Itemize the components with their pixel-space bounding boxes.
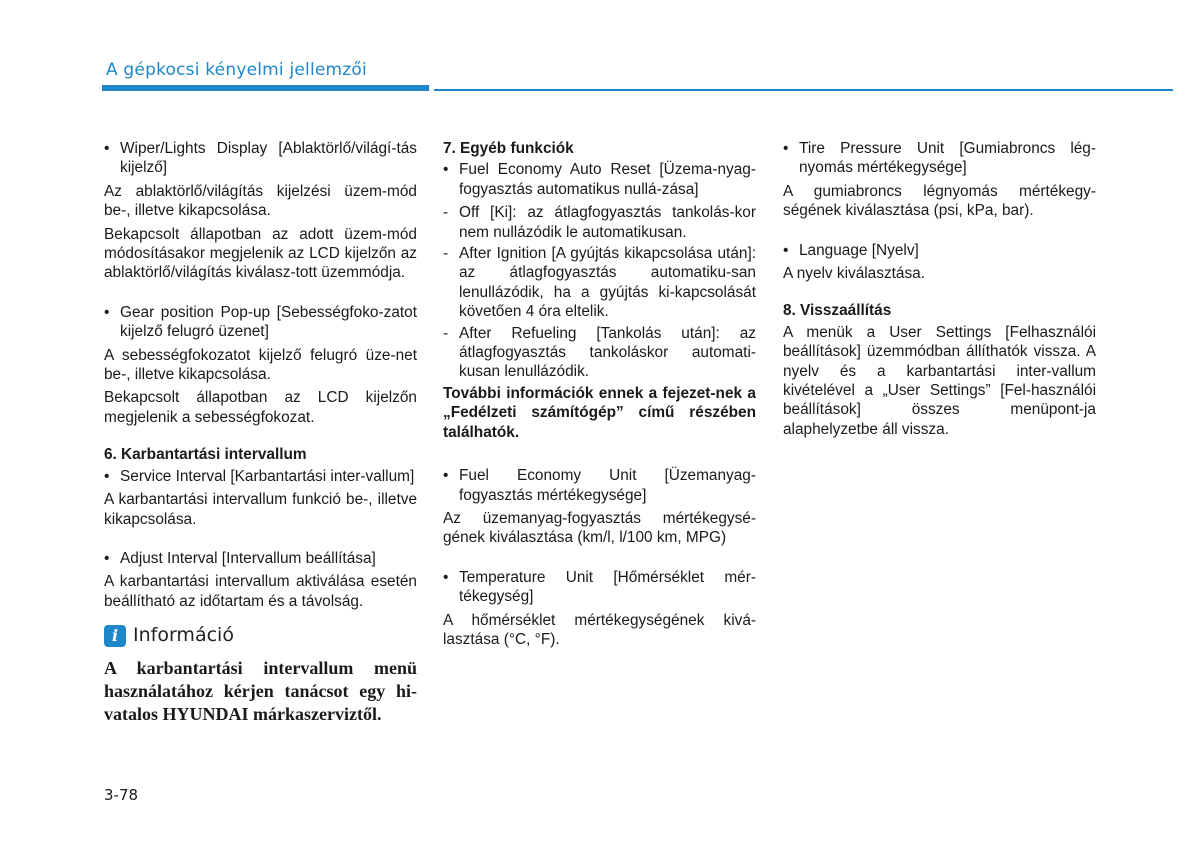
dash-mark: - xyxy=(443,324,449,342)
header-rule-thick xyxy=(102,85,429,91)
heading-text: Egyéb funkciók xyxy=(460,140,574,157)
paragraph: A karbantartási intervallum funkció be-, illetve kikapcsolása. xyxy=(104,491,417,528)
bullet-text: Tire Pressure Unit [Gumiabroncs lég-nyomás mértékegysége] xyxy=(799,140,1096,177)
bullet-item xyxy=(443,160,756,199)
paragraph: Az ablaktörlő/világítás kijelzési üzem-mód be-, illetve kikapcsolása. xyxy=(104,182,417,220)
bullet-item xyxy=(104,549,417,568)
section-heading-7 xyxy=(443,139,756,158)
info-text: A karbantartási intervallum menü használatához kérjen tanácsot egy hi-vatalos HYUNDAI márkaszerviztől. xyxy=(104,658,417,725)
bold-note: További információk ennek a fejezet-nek a „Fedélzeti számítógép” című részében találhatók. xyxy=(443,384,756,441)
bullet-item xyxy=(443,568,756,607)
bullet-mark: • xyxy=(443,161,449,179)
bullet-item xyxy=(783,241,1096,260)
paragraph: Bekapcsolt állapotban az adott üzem-mód módosításakor megjelenik az LCD kijelzőn az ablaktörlő/világítás kiválasz-tott üzemmódja. xyxy=(104,225,417,282)
bullet-mark: • xyxy=(104,303,110,321)
bullet-text: Service Interval [Karbantartási inter-vallum] xyxy=(120,467,415,485)
heading-text: Visszaállítás xyxy=(800,302,892,320)
bullet-mark: • xyxy=(104,549,110,567)
header-rule-thin xyxy=(434,89,1173,91)
dash-mark: - xyxy=(443,245,449,263)
bullet-text: Fuel Economy Auto Reset [Üzema-nyag-fogyasztás automatikus nullá-zása] xyxy=(459,161,756,198)
info-icon: i xyxy=(104,625,126,647)
dash-text: After Refueling [Tankolás után]: az átlagfogyasztás tankoláskor automati-kusan lenullázódik. xyxy=(459,324,756,381)
bullet-item xyxy=(104,467,417,486)
bullet-item xyxy=(443,466,756,505)
dash-item xyxy=(443,324,756,382)
paragraph: A nyelv kiválasztása. xyxy=(783,265,926,283)
dash-item xyxy=(443,203,756,242)
info-box-header xyxy=(104,625,417,647)
column-2 xyxy=(443,139,756,653)
bullet-text: Language [Nyelv] xyxy=(799,241,919,259)
bullet-text: Temperature Unit [Hőmérséklet mér-tékegység] xyxy=(459,568,756,606)
bullet-text: Gear position Pop-up [Sebességfoko-zatot kijelző felugró üzenet] xyxy=(120,303,417,341)
dash-text: After Ignition [A gyújtás kikapcsolása után]: az átlagfogyasztás automatiku-san lenullázódik, ha a gyújtás ki-kapcsolását követően 4 óra eltelik. xyxy=(459,245,756,321)
bullet-mark: • xyxy=(783,241,789,259)
section-heading-6 xyxy=(104,445,417,464)
bullet-text: Wiper/Lights Display [Ablaktörlő/világí-tás kijelző] xyxy=(120,140,417,177)
heading-number: 6. xyxy=(104,446,117,464)
bullet-item xyxy=(104,139,417,178)
bullet-mark: • xyxy=(783,140,789,157)
section-heading-8 xyxy=(783,301,1096,320)
dash-mark: - xyxy=(443,204,449,222)
bullet-mark: • xyxy=(104,140,110,157)
column-3 xyxy=(783,139,1096,443)
bullet-mark: • xyxy=(104,467,110,485)
heading-text: Karbantartási intervallum xyxy=(121,446,307,464)
paragraph: Az üzemanyag-fogyasztás mértékegysé-gének kiválasztása (km/l, l/100 km, MPG) xyxy=(443,509,756,547)
bullet-text: Fuel Economy Unit [Üzemanyag-fogyasztás mértékegysége] xyxy=(459,467,756,504)
column-1 xyxy=(104,139,417,730)
dash-item xyxy=(443,244,756,322)
info-title: Információ xyxy=(133,624,234,647)
bullet-item xyxy=(783,139,1096,178)
paragraph: A karbantartási intervallum aktiválása esetén beállítható az időtartam és a távolság. xyxy=(104,573,417,610)
bullet-item xyxy=(104,303,417,342)
paragraph: A gumiabroncs légnyomás mértékegy-ségének kiválasztása (psi, kPa, bar). xyxy=(783,182,1096,220)
paragraph: Bekapcsolt állapotban az LCD kijelzőn megjelenik a sebességfokozat. xyxy=(104,389,417,426)
paragraph: A hőmérséklet mértékegységének kivá-lasztása (°C, °F). xyxy=(443,611,756,648)
bullet-mark: • xyxy=(443,568,449,586)
paragraph: A sebességfokozatot kijelző felugró üze-net be-, illetve kikapcsolása. xyxy=(104,346,417,384)
bullet-mark: • xyxy=(443,467,449,485)
page-number: 3-78 xyxy=(104,786,139,804)
bullet-text: Adjust Interval [Intervallum beállítása] xyxy=(120,549,376,567)
section-title: A gépkocsi kényelmi jellemzői xyxy=(106,60,367,80)
heading-number: 7. xyxy=(443,140,456,157)
paragraph: A menük a User Settings [Felhasználói beállítások] üzemmódban állíthatók vissza. A nyelv és a karbantartási inter-vallum kivételével a „User Settings” [Fel-használói beállítások] összes menüpont-ja alaphelyzetbe áll vissza. xyxy=(783,323,1096,438)
heading-number: 8. xyxy=(783,302,796,320)
dash-text: Off [Ki]: az átlagfogyasztás tankolás-kor nem nullázódik le automatikusan. xyxy=(459,204,756,241)
